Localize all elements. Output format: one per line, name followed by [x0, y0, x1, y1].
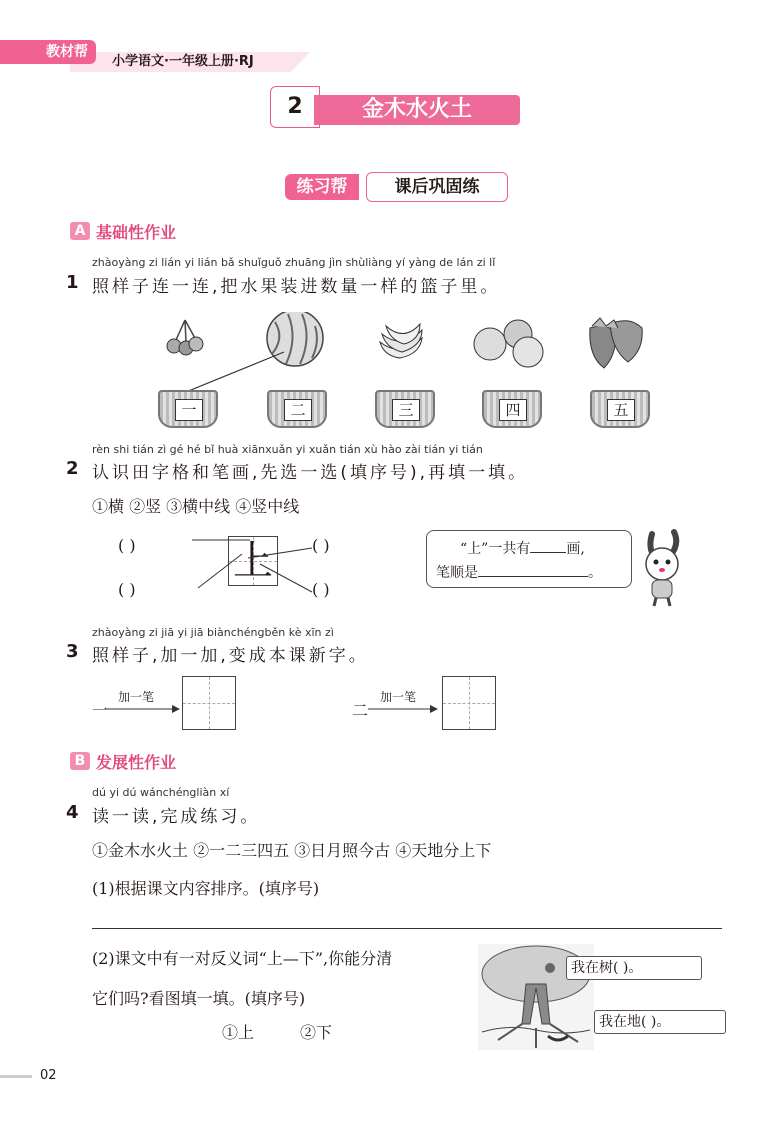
- ground-label-box[interactable]: 我在地( )。: [594, 1010, 726, 1034]
- q1-pinyin: zhàoyàng zi lián yi lián bǎ shuǐguǒ zhuāng jìn shùliàng yí yàng de lán zi lǐ: [92, 256, 496, 269]
- strawberry-icon: [590, 318, 642, 368]
- stroke-count-blank[interactable]: [530, 552, 566, 553]
- basket-label: 二: [284, 399, 312, 421]
- answer-grid[interactable]: [182, 676, 236, 730]
- answer-paren[interactable]: ( ): [312, 580, 330, 599]
- stroke-pointer-lines: [180, 536, 320, 596]
- q4-option-up: ①上: [222, 1023, 255, 1042]
- banana-icon: [380, 324, 422, 358]
- practice-tag: 练习帮: [285, 174, 359, 200]
- q4-sub1: (1)根据课文内容排序。(填序号): [92, 879, 320, 898]
- q4-number: 4: [66, 802, 79, 823]
- basket-label: 四: [499, 399, 527, 421]
- q2-pinyin: rèn shi tián zì gé hé bǐ huà xiānxuǎn yi xuǎn tián xù hào zài tián yi tián: [92, 443, 483, 456]
- q2-number: 2: [66, 458, 79, 479]
- basket-label: 三: [392, 399, 420, 421]
- brand-badge: 教材帮: [0, 40, 96, 64]
- rabbit-icon: [630, 528, 696, 608]
- q4-sub2-line2: 它们吗?看图填一填。(填序号): [92, 989, 306, 1008]
- answer-paren[interactable]: ( ): [118, 580, 136, 599]
- stroke-order-blank[interactable]: [478, 576, 588, 577]
- q4-sub2-line1: (2)课文中有一对反义词“上—下”,你能分清: [92, 949, 393, 968]
- answer-paren[interactable]: ( ): [312, 536, 330, 555]
- lesson-title: 金木水火土: [314, 95, 520, 125]
- tree-label-box[interactable]: 我在树( )。: [566, 956, 702, 980]
- arrow-icon: [106, 704, 182, 714]
- arrow-icon: [368, 704, 440, 714]
- bubble-text: “上”一共有: [460, 541, 531, 557]
- apple-icon: [474, 320, 543, 367]
- bubble-text: 。: [588, 565, 602, 581]
- answer-paren[interactable]: ( ): [118, 536, 136, 555]
- footer-bar: [0, 1075, 32, 1078]
- q3-number: 3: [66, 641, 79, 662]
- q1-text: 照样子连一连,把水果装进数量一样的篮子里。: [92, 277, 501, 297]
- q4-text: 读一读,完成练习。: [92, 807, 261, 827]
- q3-op-label: 加一笔: [118, 690, 155, 704]
- bubble-line-2: [436, 562, 602, 582]
- q4-option-down: ②下: [300, 1023, 333, 1042]
- basket-label: 一: [175, 399, 203, 421]
- lesson-number: 2: [270, 86, 320, 128]
- section-b-badge: B: [70, 752, 90, 770]
- q3-text: 照样子,加一加,变成本课新字。: [92, 646, 369, 666]
- bubble-line-1: [460, 538, 585, 558]
- q2-text: 认识田字格和笔画,先选一选(填序号),再填一填。: [92, 463, 529, 483]
- bubble-text: 画,: [566, 541, 585, 557]
- q4-options: ①金木水火土 ②一二三四五 ③日月照今古 ④天地分上下: [92, 841, 492, 860]
- q3-op-label: 加一笔: [380, 690, 417, 704]
- answer-grid[interactable]: [442, 676, 496, 730]
- q3-base-char: 一: [92, 701, 109, 720]
- q2-options: ①横 ②竖 ③横中线 ④竖中线: [92, 497, 300, 516]
- q4-pinyin: dú yi dú wánchéngliàn xí: [92, 786, 230, 799]
- q3-pinyin: zhàoyàng zi jiā yi jiā biànchéngběn kè xīn zì: [92, 626, 334, 639]
- basket-label: 五: [607, 399, 635, 421]
- section-a-title: 基础性作业: [96, 223, 177, 242]
- section-a-badge: A: [70, 222, 90, 240]
- page-number: 02: [40, 1068, 57, 1083]
- subject-title: 小学语文·一年级上册·RJ: [112, 54, 254, 69]
- q1-number: 1: [66, 272, 79, 293]
- practice-title: 课后巩固练: [366, 172, 508, 202]
- bubble-text: 笔顺是: [436, 565, 478, 581]
- q3-base-char: 二: [352, 701, 369, 720]
- section-b-title: 发展性作业: [96, 753, 177, 772]
- tianzige-char: 上: [233, 538, 273, 584]
- answer-line[interactable]: [92, 928, 722, 929]
